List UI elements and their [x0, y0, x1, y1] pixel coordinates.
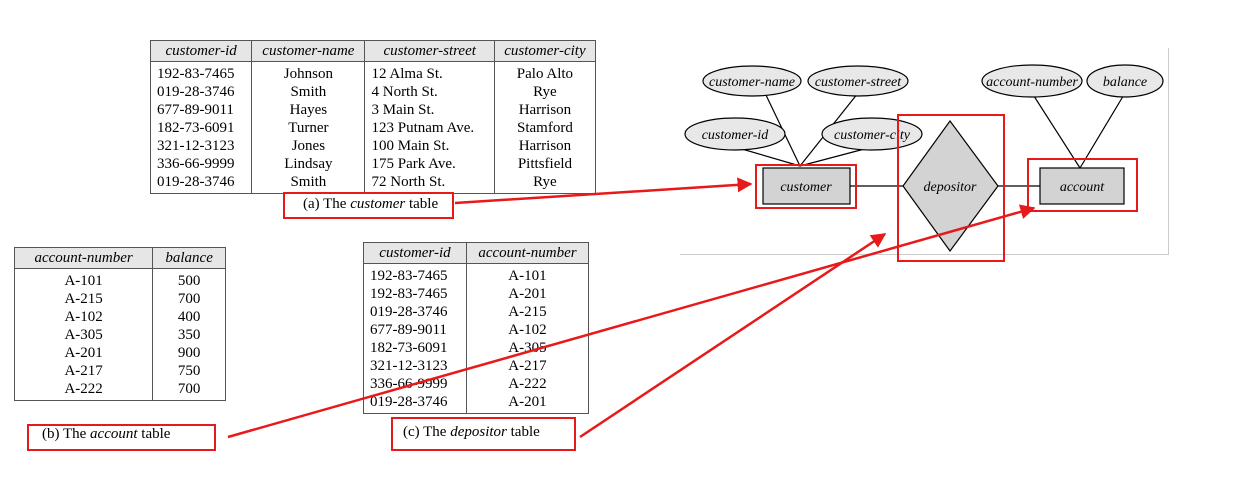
depositor-table-caption: (c) The depositor table [403, 424, 540, 440]
table-cell: 123 Putnam Ave. [365, 119, 494, 137]
table-cell: 019-28-3746 [151, 173, 252, 194]
table-cell: 400 [153, 308, 226, 326]
table-cell: 350 [153, 326, 226, 344]
table-cell: A-102 [466, 321, 588, 339]
account-table-caption: (b) The account table [42, 426, 171, 442]
table-cell: 500 [153, 269, 226, 291]
label-customer-city: customer-city [834, 128, 910, 143]
table-cell: 019-28-3746 [364, 393, 467, 414]
table-cell: Harrison [494, 137, 595, 155]
table-cell: 182-73-6091 [364, 339, 467, 357]
table-cell: A-201 [466, 393, 588, 414]
table-cell: 192-83-7465 [364, 264, 467, 286]
table-cell: 677-89-9011 [364, 321, 467, 339]
label-entity-account: account [1059, 180, 1105, 195]
table-cell: Rye [494, 83, 595, 101]
table-cell: Smith [252, 83, 365, 101]
header-customer-name: customer-name [252, 41, 365, 62]
header-account-number: account-number [15, 248, 153, 269]
table-cell: Hayes [252, 101, 365, 119]
table-cell: A-102 [15, 308, 153, 326]
header-balance: balance [153, 248, 226, 269]
table-cell: 750 [153, 362, 226, 380]
table-cell: 100 Main St. [365, 137, 494, 155]
table-cell: 192-83-7465 [364, 285, 467, 303]
table-cell: 677-89-9011 [151, 101, 252, 119]
label-customer-id: customer-id [701, 128, 769, 143]
table-cell: 336-66-9999 [364, 375, 467, 393]
table-cell: Lindsay [252, 155, 365, 173]
label-relationship-depositor: depositor [923, 180, 977, 195]
table-cell: Smith [252, 173, 365, 194]
table-cell: 175 Park Ave. [365, 155, 494, 173]
table-cell: 700 [153, 380, 226, 401]
table-cell: A-215 [466, 303, 588, 321]
edge-account-number [1032, 93, 1080, 168]
table-cell: 72 North St. [365, 173, 494, 194]
table-cell: A-101 [15, 269, 153, 291]
highlight-account-caption [27, 424, 216, 451]
table-cell: Jones [252, 137, 365, 155]
table-cell: Harrison [494, 101, 595, 119]
highlight-depositor-relationship [897, 114, 1005, 262]
highlight-customer-entity [755, 164, 857, 209]
label-customer-name: customer-name [708, 75, 796, 90]
label-entity-customer: customer [780, 180, 832, 195]
table-cell: 336-66-9999 [151, 155, 252, 173]
table-cell: A-217 [15, 362, 153, 380]
header-depositor-account-number: account-number [466, 243, 588, 264]
table-cell: Turner [252, 119, 365, 137]
highlight-customer-caption [283, 192, 454, 219]
table-cell: 900 [153, 344, 226, 362]
label-account-number: account-number [986, 75, 1078, 90]
table-cell: Rye [494, 173, 595, 194]
table-cell: 4 North St. [365, 83, 494, 101]
table-cell: 019-28-3746 [364, 303, 467, 321]
table-cell: A-101 [466, 264, 588, 286]
edge-balance [1080, 93, 1125, 168]
table-cell: Pittsfield [494, 155, 595, 173]
table-cell: 321-12-3123 [364, 357, 467, 375]
table-cell: A-201 [15, 344, 153, 362]
table-cell: A-201 [466, 285, 588, 303]
highlight-account-entity [1027, 158, 1138, 212]
header-depositor-customer-id: customer-id [364, 243, 467, 264]
header-customer-id: customer-id [151, 41, 252, 62]
table-cell: 321-12-3123 [151, 137, 252, 155]
table-cell: Palo Alto [494, 62, 595, 84]
table-cell: A-222 [466, 375, 588, 393]
label-balance: balance [1102, 75, 1148, 90]
table-cell: 192-83-7465 [151, 62, 252, 84]
highlight-depositor-caption [391, 417, 576, 451]
customer-table-caption: (a) The customer table [303, 196, 439, 212]
table-cell: 700 [153, 290, 226, 308]
table-cell: Johnson [252, 62, 365, 84]
label-customer-street: customer-street [814, 75, 902, 90]
table-cell: A-217 [466, 357, 588, 375]
header-customer-city: customer-city [494, 41, 595, 62]
table-cell: 3 Main St. [365, 101, 494, 119]
table-cell: A-222 [15, 380, 153, 401]
table-cell: Stamford [494, 119, 595, 137]
table-cell: A-215 [15, 290, 153, 308]
table-cell: 182-73-6091 [151, 119, 252, 137]
header-customer-street: customer-street [365, 41, 494, 62]
table-cell: A-305 [466, 339, 588, 357]
table-cell: 019-28-3746 [151, 83, 252, 101]
table-cell: 12 Alma St. [365, 62, 494, 84]
table-cell: A-305 [15, 326, 153, 344]
